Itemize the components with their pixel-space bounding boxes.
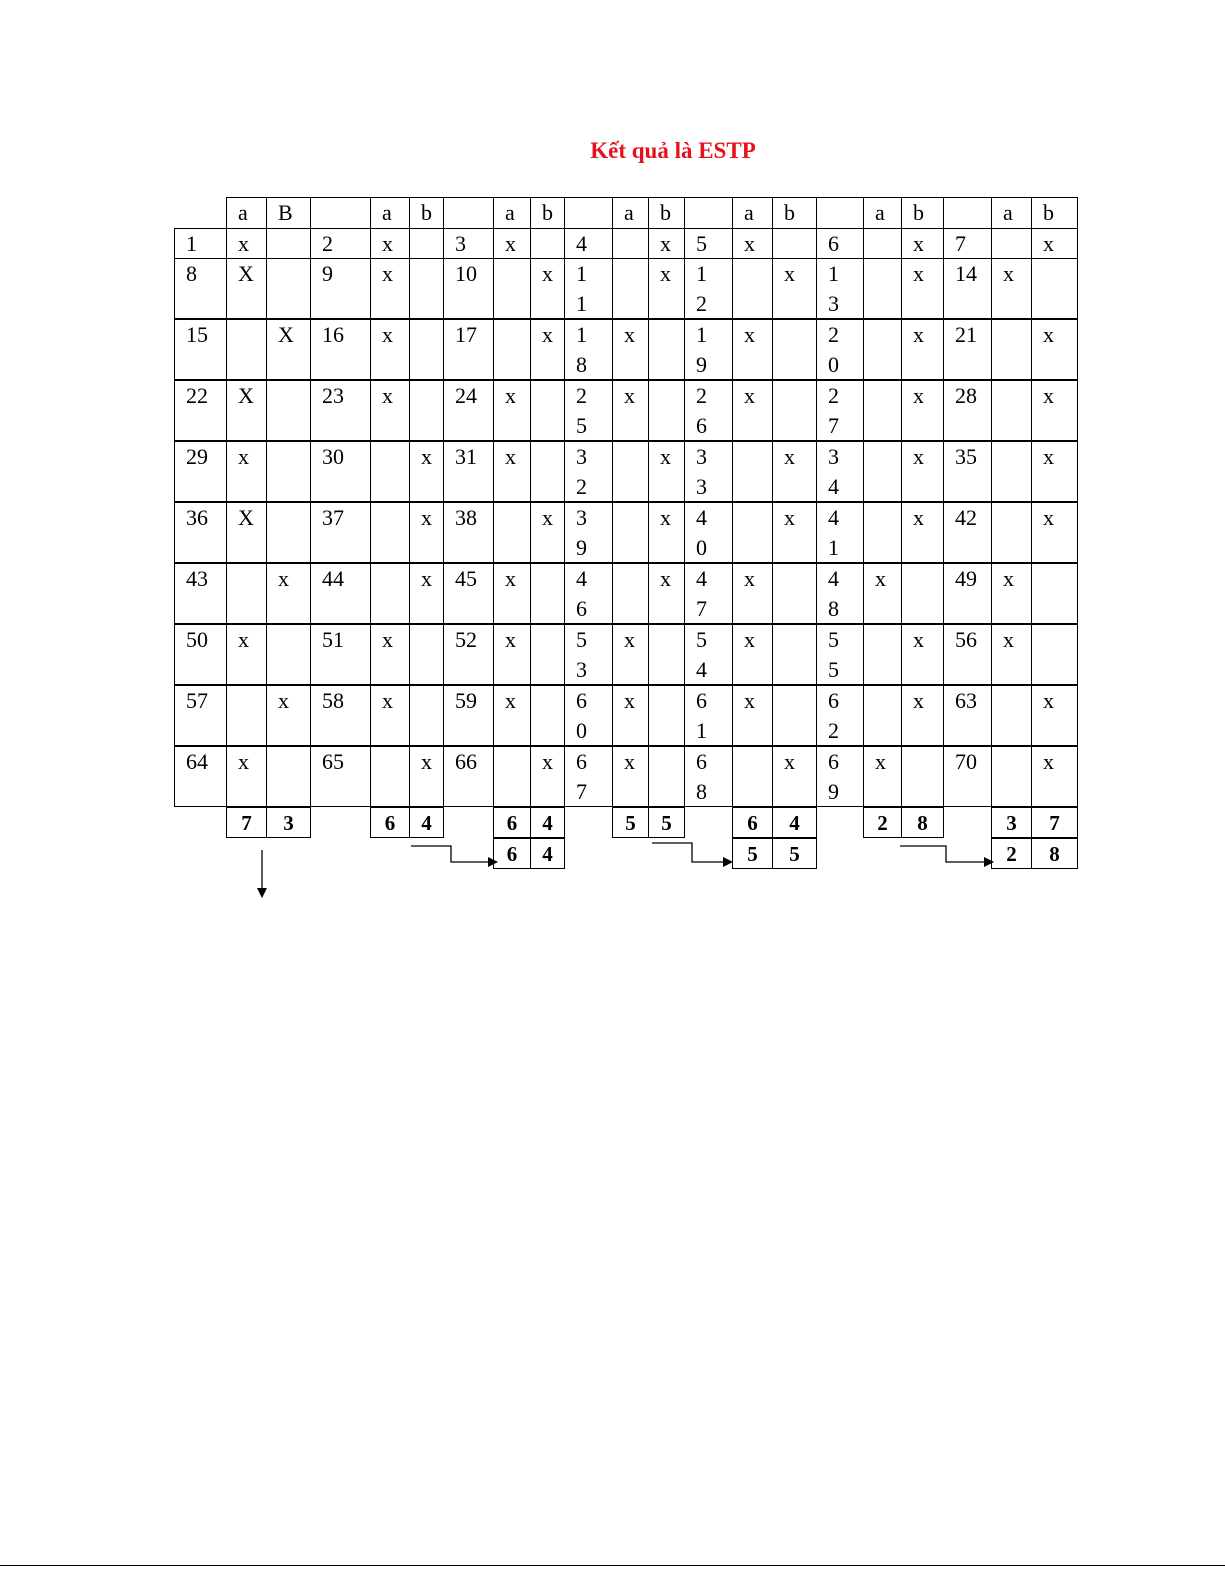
header-cell: b bbox=[901, 197, 944, 229]
question-number-cell: 3 bbox=[443, 228, 494, 259]
question-number-cell bbox=[816, 563, 864, 624]
answer-cell: x bbox=[772, 258, 817, 319]
question-number-cell: 36 bbox=[174, 502, 227, 563]
question-number-cell bbox=[684, 502, 733, 563]
question-number: 60 bbox=[576, 688, 587, 743]
answer-cell: x bbox=[732, 685, 773, 746]
question-number: 19 bbox=[696, 322, 707, 377]
question-number-cell bbox=[564, 319, 613, 380]
answer-cell bbox=[493, 746, 531, 807]
answer-cell bbox=[266, 228, 311, 259]
answer-cell bbox=[226, 319, 267, 380]
question-number: 26 bbox=[696, 383, 707, 438]
question-number-cell bbox=[816, 319, 864, 380]
answer-cell: x bbox=[863, 563, 902, 624]
combined-total-cell: 6 bbox=[493, 838, 531, 869]
question-number-cell bbox=[684, 441, 733, 502]
total-cell: 5 bbox=[612, 807, 649, 838]
answer-cell: x bbox=[648, 563, 685, 624]
question-number: 39 bbox=[576, 505, 587, 560]
question-number: 12 bbox=[696, 261, 707, 316]
header-cell bbox=[943, 197, 992, 229]
question-number: 46 bbox=[576, 566, 587, 621]
answer-cell bbox=[901, 563, 944, 624]
question-number-cell bbox=[684, 380, 733, 441]
header-cell: a bbox=[493, 197, 531, 229]
question-number-cell: 42 bbox=[943, 502, 992, 563]
answer-cell bbox=[863, 685, 902, 746]
question-number: 62 bbox=[828, 688, 839, 743]
answer-cell: x bbox=[409, 563, 444, 624]
question-number: 48 bbox=[828, 566, 839, 621]
answer-cell: x bbox=[612, 319, 649, 380]
answer-cell bbox=[266, 746, 311, 807]
total-cell: 4 bbox=[772, 807, 817, 838]
question-number-cell bbox=[684, 685, 733, 746]
answer-cell: x bbox=[370, 258, 410, 319]
answer-cell bbox=[409, 258, 444, 319]
header-cell: a bbox=[612, 197, 649, 229]
answer-cell bbox=[772, 380, 817, 441]
answer-cell: x bbox=[493, 441, 531, 502]
answer-cell bbox=[409, 624, 444, 685]
question-number-cell: 43 bbox=[174, 563, 227, 624]
header-cell bbox=[443, 197, 494, 229]
question-number: 68 bbox=[696, 749, 707, 804]
question-number: 47 bbox=[696, 566, 707, 621]
answer-cell: x bbox=[612, 624, 649, 685]
header-cell: b bbox=[530, 197, 565, 229]
question-number: 41 bbox=[828, 505, 839, 560]
answer-cell bbox=[226, 685, 267, 746]
answer-cell: x bbox=[732, 563, 773, 624]
combined-total-cell: 4 bbox=[530, 838, 565, 869]
question-number-cell: 37 bbox=[310, 502, 371, 563]
header-cell bbox=[564, 197, 613, 229]
answer-cell bbox=[772, 319, 817, 380]
answer-cell: x bbox=[370, 319, 410, 380]
total-cell: 3 bbox=[266, 807, 311, 838]
question-number-cell: 8 bbox=[174, 258, 227, 319]
question-number-cell bbox=[684, 258, 733, 319]
header-cell bbox=[684, 197, 733, 229]
total-cell: 7 bbox=[226, 807, 267, 838]
question-number-cell: 4 bbox=[564, 228, 613, 259]
total-cell: 6 bbox=[370, 807, 410, 838]
answer-cell bbox=[991, 746, 1032, 807]
answer-cell: x bbox=[530, 319, 565, 380]
question-number: 69 bbox=[828, 749, 839, 804]
question-number-cell: 38 bbox=[443, 502, 494, 563]
combined-total-cell: 8 bbox=[1031, 838, 1078, 869]
question-number-cell: 9 bbox=[310, 258, 371, 319]
answer-cell: x bbox=[1031, 502, 1078, 563]
answer-cell: x bbox=[901, 380, 944, 441]
question-number-cell bbox=[816, 441, 864, 502]
header-cell: b bbox=[772, 197, 817, 229]
question-number-cell: 70 bbox=[943, 746, 992, 807]
question-number-cell bbox=[816, 685, 864, 746]
answer-cell bbox=[409, 319, 444, 380]
answer-cell bbox=[772, 685, 817, 746]
answer-cell bbox=[1031, 624, 1078, 685]
question-number-cell bbox=[564, 502, 613, 563]
answer-cell bbox=[648, 624, 685, 685]
answer-cell: x bbox=[732, 228, 773, 259]
answer-cell: x bbox=[530, 502, 565, 563]
answer-cell: x bbox=[991, 563, 1032, 624]
header-cell: a bbox=[370, 197, 410, 229]
answer-cell bbox=[648, 746, 685, 807]
answer-cell: x bbox=[226, 228, 267, 259]
answer-cell: x bbox=[648, 441, 685, 502]
answer-cell bbox=[493, 258, 531, 319]
header-cell: a bbox=[991, 197, 1032, 229]
answer-cell: x bbox=[648, 502, 685, 563]
header-cell: b bbox=[648, 197, 685, 229]
question-number: 32 bbox=[576, 444, 587, 499]
answer-cell: x bbox=[266, 685, 311, 746]
question-number-cell: 2 bbox=[310, 228, 371, 259]
question-number: 54 bbox=[696, 627, 707, 682]
answer-cell: x bbox=[409, 441, 444, 502]
answer-cell bbox=[863, 624, 902, 685]
question-number-cell: 5 bbox=[684, 228, 733, 259]
answer-cell bbox=[266, 380, 311, 441]
question-number-cell: 15 bbox=[174, 319, 227, 380]
answer-cell bbox=[732, 258, 773, 319]
answer-cell: x bbox=[901, 319, 944, 380]
question-number-cell bbox=[816, 746, 864, 807]
answer-cell bbox=[991, 319, 1032, 380]
answer-cell: X bbox=[226, 258, 267, 319]
answer-cell bbox=[991, 502, 1032, 563]
answer-cell: X bbox=[226, 380, 267, 441]
question-number-cell bbox=[816, 258, 864, 319]
question-number-cell bbox=[564, 258, 613, 319]
answer-cell: x bbox=[772, 502, 817, 563]
answer-cell bbox=[530, 228, 565, 259]
answer-cell bbox=[612, 228, 649, 259]
question-number: 13 bbox=[828, 261, 839, 316]
question-number-cell bbox=[564, 746, 613, 807]
question-number-cell: 31 bbox=[443, 441, 494, 502]
page-title: Kết quả là ESTP bbox=[590, 138, 756, 163]
total-cell: 6 bbox=[493, 807, 531, 838]
answer-cell bbox=[266, 502, 311, 563]
answer-cell bbox=[530, 685, 565, 746]
question-number-cell bbox=[816, 624, 864, 685]
question-number-cell: 30 bbox=[310, 441, 371, 502]
total-cell: 4 bbox=[530, 807, 565, 838]
answer-cell: x bbox=[493, 624, 531, 685]
header-cell: a bbox=[863, 197, 902, 229]
question-number-cell: 51 bbox=[310, 624, 371, 685]
answer-cell: x bbox=[1031, 685, 1078, 746]
header-cell: a bbox=[732, 197, 773, 229]
answer-cell bbox=[266, 258, 311, 319]
answer-cell: x bbox=[991, 258, 1032, 319]
combined-total-cell: 2 bbox=[991, 838, 1032, 869]
question-number-cell: 22 bbox=[174, 380, 227, 441]
answer-cell: x bbox=[732, 624, 773, 685]
question-number: 55 bbox=[828, 627, 839, 682]
answer-cell bbox=[863, 258, 902, 319]
answer-cell bbox=[863, 228, 902, 259]
answer-cell: x bbox=[901, 624, 944, 685]
answer-cell: x bbox=[991, 624, 1032, 685]
answer-cell bbox=[530, 380, 565, 441]
answer-cell: x bbox=[493, 685, 531, 746]
header-cell: a bbox=[226, 197, 267, 229]
answer-cell bbox=[863, 319, 902, 380]
question-number: 40 bbox=[696, 505, 707, 560]
answer-cell: x bbox=[1031, 746, 1078, 807]
question-number: 25 bbox=[576, 383, 587, 438]
answer-cell bbox=[991, 685, 1032, 746]
answer-cell: x bbox=[901, 258, 944, 319]
answer-cell bbox=[1031, 258, 1078, 319]
answer-cell: X bbox=[226, 502, 267, 563]
answer-cell: x bbox=[370, 380, 410, 441]
answer-cell: x bbox=[732, 380, 773, 441]
answer-cell: x bbox=[901, 441, 944, 502]
question-number-cell: 52 bbox=[443, 624, 494, 685]
question-number-cell: 7 bbox=[943, 228, 992, 259]
answer-cell: x bbox=[226, 624, 267, 685]
question-number-cell: 16 bbox=[310, 319, 371, 380]
total-cell: 8 bbox=[901, 807, 944, 838]
header-cell bbox=[310, 197, 371, 229]
question-number-cell bbox=[564, 380, 613, 441]
answer-cell bbox=[732, 746, 773, 807]
answer-cell bbox=[266, 624, 311, 685]
answer-cell bbox=[732, 502, 773, 563]
question-number-cell: 65 bbox=[310, 746, 371, 807]
answer-cell: x bbox=[266, 563, 311, 624]
answer-cell bbox=[648, 319, 685, 380]
header-cell: b bbox=[409, 197, 444, 229]
answer-cell: x bbox=[493, 228, 531, 259]
answer-cell bbox=[991, 380, 1032, 441]
question-number-cell bbox=[564, 685, 613, 746]
question-number-cell bbox=[564, 624, 613, 685]
combined-total-cell: 5 bbox=[732, 838, 773, 869]
question-number-cell bbox=[816, 502, 864, 563]
answer-cell bbox=[226, 563, 267, 624]
question-number-cell: 49 bbox=[943, 563, 992, 624]
question-number-cell bbox=[684, 746, 733, 807]
answer-cell: x bbox=[1031, 441, 1078, 502]
question-number-cell: 57 bbox=[174, 685, 227, 746]
answer-cell: x bbox=[612, 380, 649, 441]
question-number: 53 bbox=[576, 627, 587, 682]
answer-cell: x bbox=[530, 746, 565, 807]
answer-cell bbox=[612, 502, 649, 563]
question-number-cell: 28 bbox=[943, 380, 992, 441]
question-number-cell: 24 bbox=[443, 380, 494, 441]
answer-cell bbox=[772, 228, 817, 259]
combined-total-cell: 5 bbox=[772, 838, 817, 869]
answer-cell: x bbox=[612, 746, 649, 807]
answer-cell: x bbox=[648, 258, 685, 319]
answer-cell: X bbox=[266, 319, 311, 380]
answer-cell bbox=[901, 746, 944, 807]
question-number-cell: 56 bbox=[943, 624, 992, 685]
question-number-cell bbox=[684, 624, 733, 685]
header-cell: B bbox=[266, 197, 311, 229]
question-number-cell bbox=[684, 563, 733, 624]
answer-cell bbox=[612, 441, 649, 502]
answer-cell bbox=[493, 319, 531, 380]
answer-cell bbox=[772, 624, 817, 685]
question-number-cell bbox=[564, 563, 613, 624]
answer-cell: x bbox=[1031, 380, 1078, 441]
question-number: 67 bbox=[576, 749, 587, 804]
question-number: 20 bbox=[828, 322, 839, 377]
answer-cell: x bbox=[409, 746, 444, 807]
answer-cell: x bbox=[370, 685, 410, 746]
answer-cell bbox=[409, 228, 444, 259]
question-number: 61 bbox=[696, 688, 707, 743]
answer-cell bbox=[530, 441, 565, 502]
answer-cell bbox=[863, 380, 902, 441]
question-number-cell: 50 bbox=[174, 624, 227, 685]
answer-cell bbox=[612, 258, 649, 319]
total-cell: 2 bbox=[863, 807, 902, 838]
question-number-cell: 44 bbox=[310, 563, 371, 624]
question-number: 27 bbox=[828, 383, 839, 438]
question-number-cell: 59 bbox=[443, 685, 494, 746]
answer-cell bbox=[370, 502, 410, 563]
answer-cell bbox=[530, 563, 565, 624]
question-number-cell bbox=[816, 380, 864, 441]
answer-cell bbox=[648, 380, 685, 441]
question-number-cell: 29 bbox=[174, 441, 227, 502]
question-number-cell bbox=[564, 441, 613, 502]
answer-cell: x bbox=[901, 502, 944, 563]
answer-cell: x bbox=[370, 228, 410, 259]
answer-cell: x bbox=[732, 319, 773, 380]
answer-cell: x bbox=[612, 685, 649, 746]
question-number-cell: 66 bbox=[443, 746, 494, 807]
answer-cell: x bbox=[370, 624, 410, 685]
answer-cell bbox=[863, 502, 902, 563]
answer-cell bbox=[530, 624, 565, 685]
answer-cell bbox=[370, 563, 410, 624]
header-cell bbox=[816, 197, 864, 229]
answer-cell bbox=[1031, 563, 1078, 624]
question-number-cell: 14 bbox=[943, 258, 992, 319]
question-number-cell: 6 bbox=[816, 228, 864, 259]
question-number: 34 bbox=[828, 444, 839, 499]
total-cell: 4 bbox=[409, 807, 444, 838]
answer-cell bbox=[732, 441, 773, 502]
question-number-cell: 45 bbox=[443, 563, 494, 624]
question-number-cell: 17 bbox=[443, 319, 494, 380]
total-cell: 5 bbox=[648, 807, 685, 838]
question-number: 33 bbox=[696, 444, 707, 499]
answer-cell bbox=[991, 228, 1032, 259]
answer-cell bbox=[266, 441, 311, 502]
total-cell: 3 bbox=[991, 807, 1032, 838]
header-cell: b bbox=[1031, 197, 1078, 229]
answer-cell: x bbox=[409, 502, 444, 563]
answer-cell: x bbox=[772, 746, 817, 807]
question-number-cell bbox=[684, 319, 733, 380]
answer-cell: x bbox=[863, 746, 902, 807]
question-number-cell: 35 bbox=[943, 441, 992, 502]
answer-cell: x bbox=[493, 380, 531, 441]
answer-cell bbox=[370, 441, 410, 502]
question-number: 18 bbox=[576, 322, 587, 377]
answer-cell: x bbox=[226, 441, 267, 502]
question-number-cell: 63 bbox=[943, 685, 992, 746]
answer-cell bbox=[863, 441, 902, 502]
answer-cell bbox=[409, 685, 444, 746]
answer-cell: x bbox=[1031, 319, 1078, 380]
answer-cell bbox=[370, 746, 410, 807]
answer-cell: x bbox=[530, 258, 565, 319]
question-number-cell: 21 bbox=[943, 319, 992, 380]
answer-cell bbox=[991, 441, 1032, 502]
answer-cell: x bbox=[901, 228, 944, 259]
answer-cell: x bbox=[772, 441, 817, 502]
answer-cell bbox=[772, 563, 817, 624]
footer-rule bbox=[0, 1565, 1225, 1566]
question-number-cell: 23 bbox=[310, 380, 371, 441]
question-number-cell: 1 bbox=[174, 228, 227, 259]
total-cell: 7 bbox=[1031, 807, 1078, 838]
answer-cell: x bbox=[493, 563, 531, 624]
answer-cell bbox=[493, 502, 531, 563]
answer-cell: x bbox=[226, 746, 267, 807]
answer-cell: x bbox=[1031, 228, 1078, 259]
total-cell: 6 bbox=[732, 807, 773, 838]
question-number-cell: 10 bbox=[443, 258, 494, 319]
answer-cell: x bbox=[901, 685, 944, 746]
question-number-cell: 58 bbox=[310, 685, 371, 746]
answer-cell bbox=[612, 563, 649, 624]
question-number: 11 bbox=[576, 261, 587, 316]
answer-cell bbox=[648, 685, 685, 746]
question-number-cell: 64 bbox=[174, 746, 227, 807]
answer-cell: x bbox=[648, 228, 685, 259]
answer-cell bbox=[409, 380, 444, 441]
